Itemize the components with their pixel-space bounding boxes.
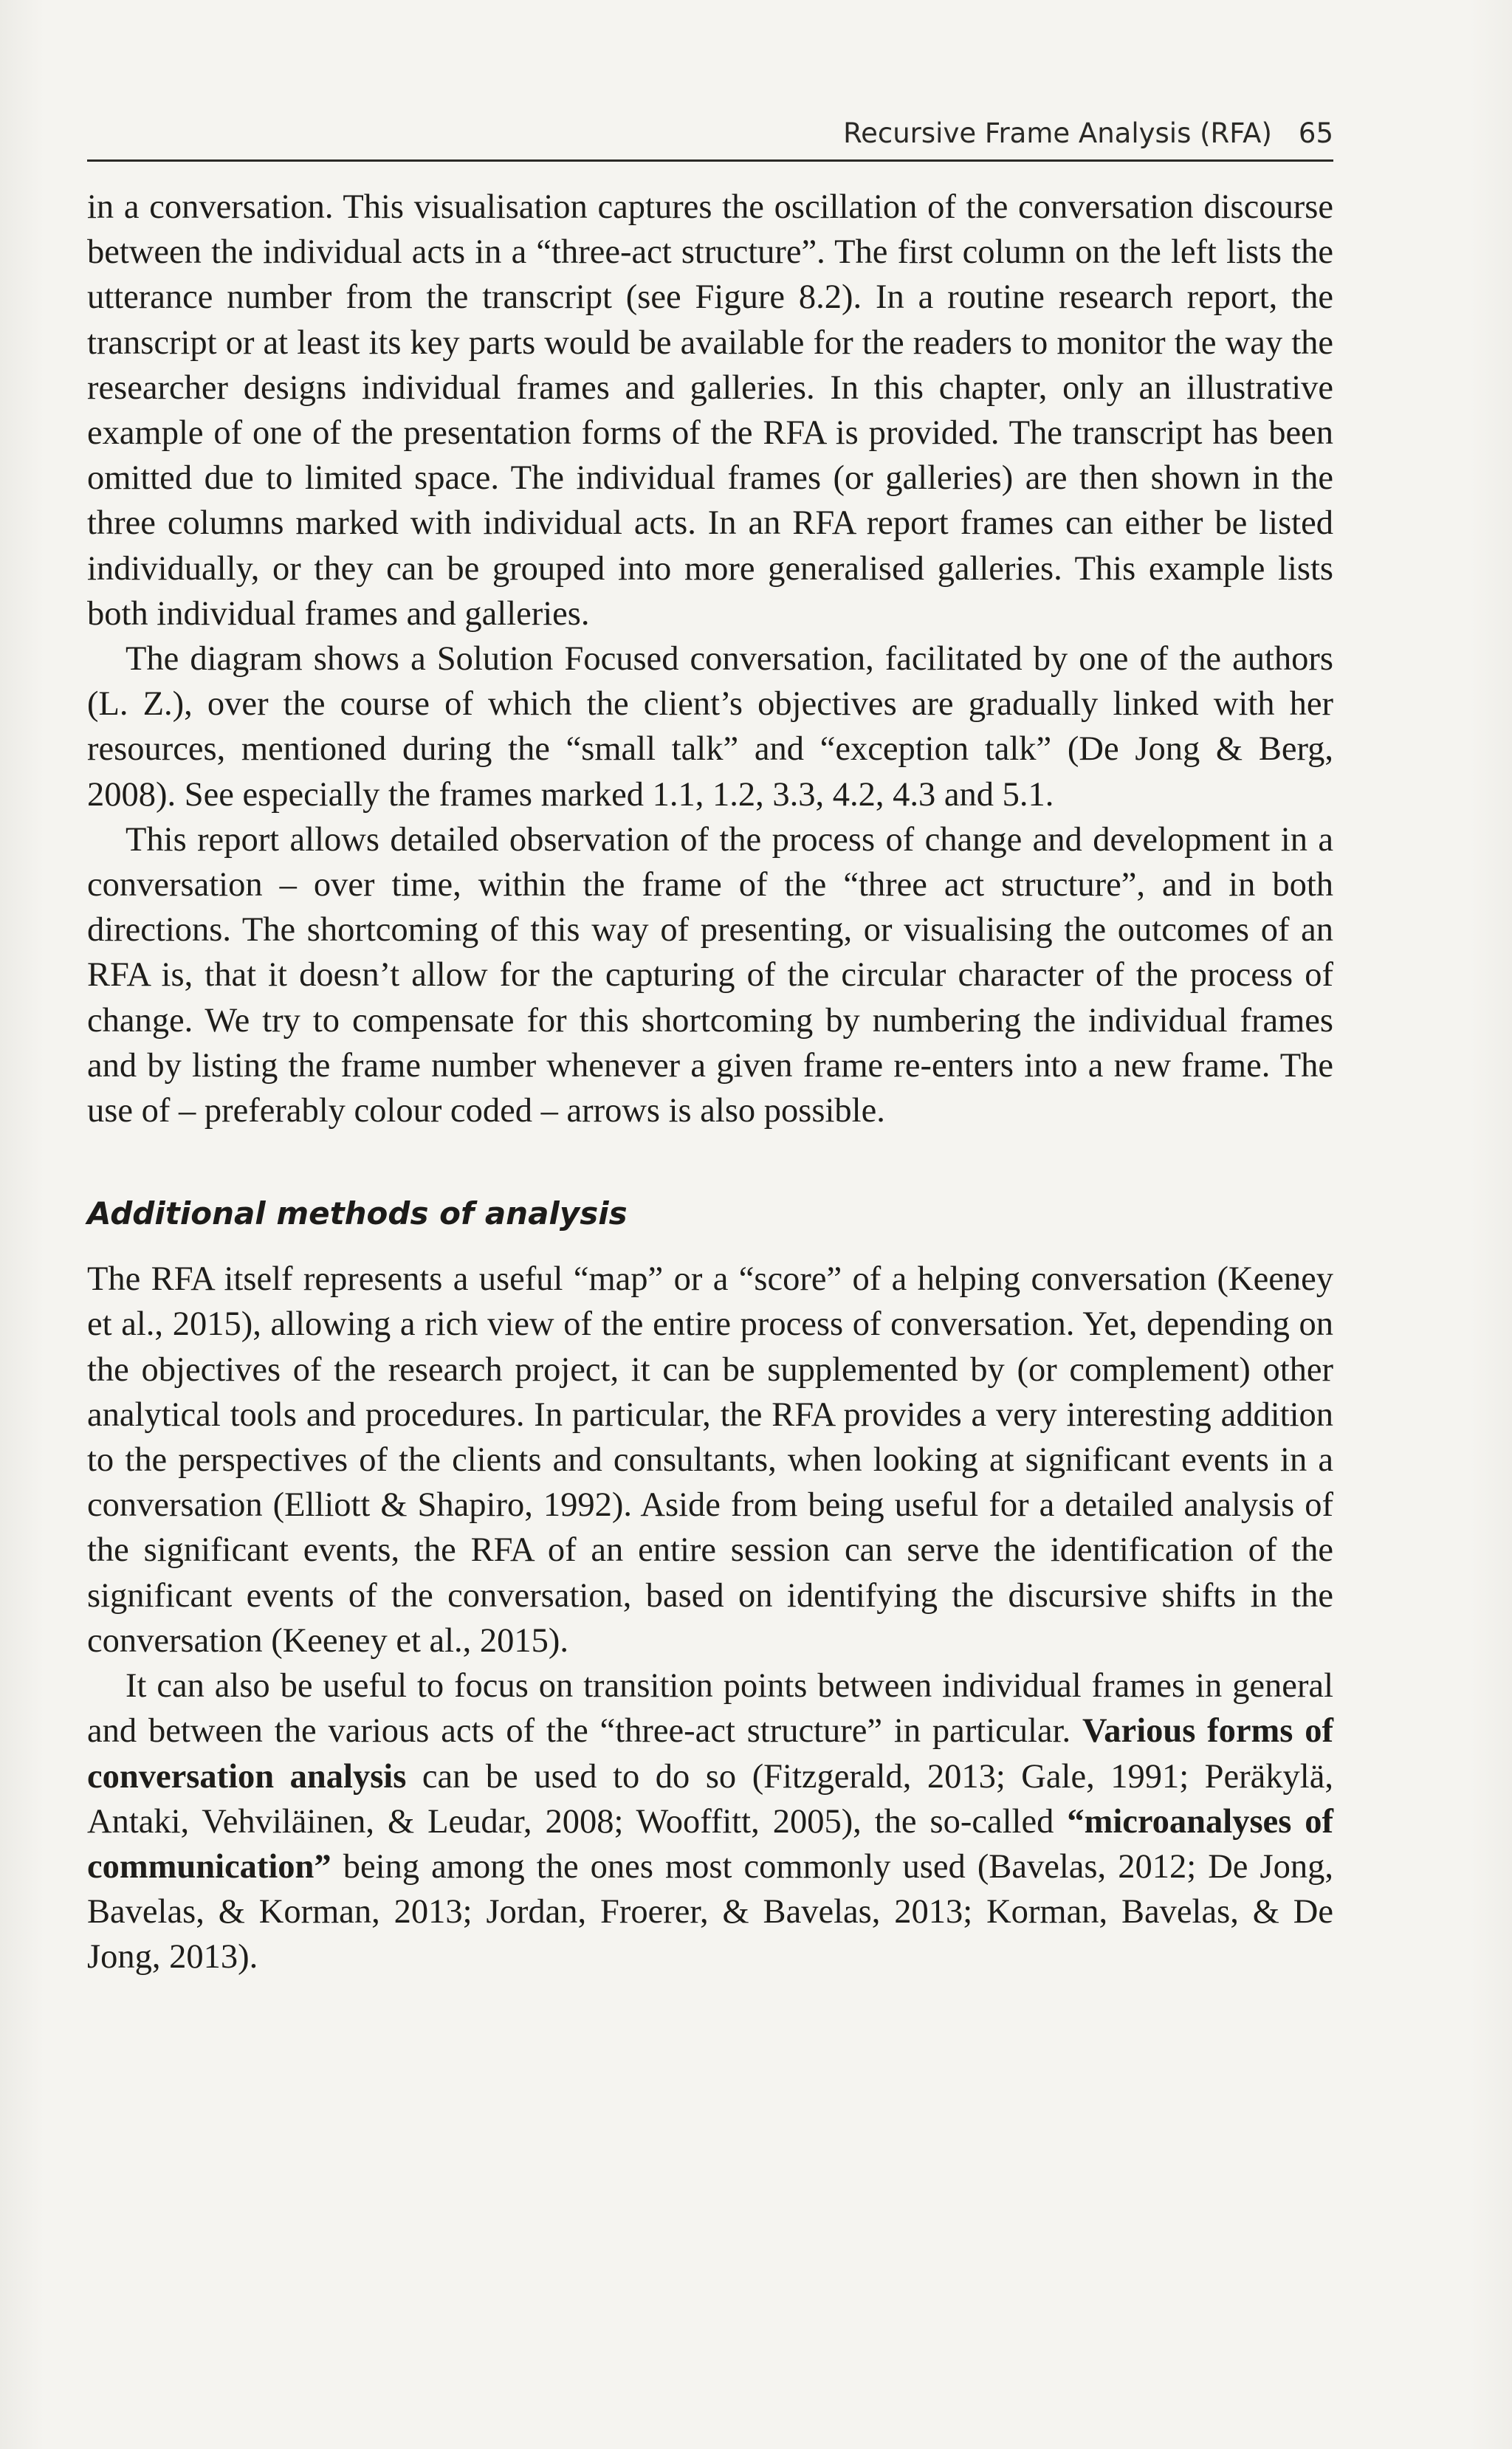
- paragraph-3: This report allows detailed observation of the process of change and development in a conversation – over time, within the frame of the “three act structure”, and in both directions. The shortcoming of this way of presenting, or visualising the outcomes of an RFA is, that it doesn’t allow for the capturing of the circular character of the process of change. We try to compensate for this shortcoming by numbering the individual frames and by listing the frame number whenever a given frame re-enters into a new frame. The use of – preferably colour coded – arrows is also possible.: [87, 820, 1333, 1130]
- running-header: [87, 108, 1333, 162]
- page-number: 65: [1298, 117, 1333, 149]
- paragraph-4: The RFA itself represents a useful “map” or a “score” of a helping conversation (Keeney et al., 2015), allowing a rich view of the entire process of conversation. Yet, depending on the objectives of the research project, it can be supplemented by (or complement) other analytical tools and procedures. In particular, the RFA provides a very interesting addition to the perspectives of the clients and consultants, when looking at significant events in a conversation (Elliott & Shapiro, 1992). Aside from being useful for a detailed analysis of the significant events, the RFA of an entire session can serve the identification of the significant events of the conversation, based on identifying the discursive shifts in the conversation (Keeney et al., 2015).: [87, 1260, 1333, 1660]
- paragraph-1: in a conversation. This visualisation captures the oscillation of the conversation discourse between the individual acts in a “three-act structure”. The first column on the left lists the utterance number from the transcript (see Figure 8.2). In a routine research report, the transcript or at least its key parts would be available for the readers to monitor the way the researcher designs individual frames and galleries. In this chapter, only an illustrative example of one of the presentation forms of the RFA is provided. The transcript has been omitted due to limited space. The individual frames (or galleries) are then shown in the three columns marked with individual acts. In an RFA report frames can either be listed individually, or they can be grouped into more generalised galleries. This example lists both individual frames and galleries.: [87, 188, 1333, 633]
- section-heading: Additional methods of analysis: [87, 1195, 628, 1232]
- paragraph-5-part-2: can be used to do so (Fitzgerald, 2013; Gale, 1991; Peräkylä, Antaki, Vehviläinen, & Leudar, 2008; Wooffitt, 2005), the so-called: [87, 1757, 1333, 1841]
- bold-term-conversation-analysis: Various forms of conversation analysis: [87, 1712, 1333, 1796]
- body-text: [87, 185, 1333, 1980]
- bold-term-microanalyses: “microanalyses of communication”: [87, 1802, 1333, 1886]
- paragraph-5-part-1: It can also be useful to focus on transition points between individual frames in general and between the various acts of the “three-act structure” in particular.: [87, 1667, 1333, 1751]
- paragraph-5-part-3: being among the ones most commonly used (Bavelas, 2012; De Jong, Bavelas, & Korman, 2013; Jordan, Froerer, & Bavelas, 2013; Korman, Bavelas, & De Jong, 2013).: [87, 1847, 1333, 1976]
- paragraph-5: [87, 1663, 1333, 1979]
- running-title: Recursive Frame Analysis (RFA): [843, 117, 1272, 149]
- paragraph-2: The diagram shows a Solution Focused conversation, facilitated by one of the authors (L. Z.), over the course of which the client’s objectives are gradually linked with her resources, mentioned during the “small talk” and “exception talk” (De Jong & Berg, 2008). See especially the frames marked 1.1, 1.2, 3.3, 4.2, 4.3 and 5.1.: [87, 640, 1333, 814]
